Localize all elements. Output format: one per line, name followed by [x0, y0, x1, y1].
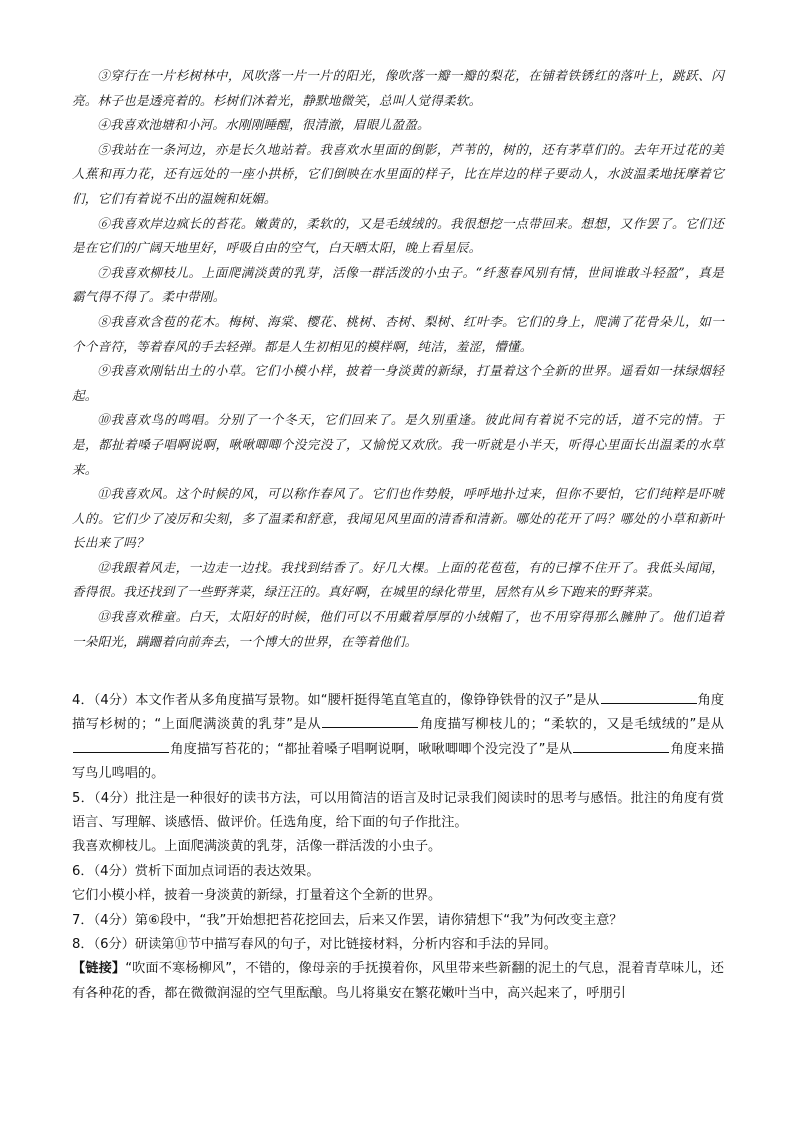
question-6-stem: 6．（4分）赏析下面加点词语的表达效果。	[72, 863, 320, 879]
question-4-text-3: 角度描写柳枝儿的；“柔软的，又是毛绒绒的”是从	[419, 717, 724, 733]
reading-passage	[72, 64, 724, 654]
passage-paragraph-10: ⑩我喜欢鸟的鸣唱。分别了一个冬天，它们回来了。是久别重逢。彼此间有着说不完的话，道不完的情。于是，都扯着嗓子唱啊说啊，啾啾唧唧个没完没了，又愉悦又欢欣。我一听就是小半天，听得心里面长出温柔的水草来。	[72, 412, 724, 477]
question-4-text-2: 角度描写杉树的；“上面爬满淡黄的乳芽”是从	[72, 693, 725, 733]
answer-blank-2[interactable]	[322, 713, 418, 728]
answer-blank-1[interactable]	[601, 689, 697, 704]
passage-paragraph-8: ⑧我喜欢含苞的花木。梅树、海棠、樱花、桃树、杏树、梨树、红叶李。它们的身上，爬满了花骨朵儿，如一个个音符，等着春风的手去轻弹。都是人生初相见的模样啊，纯洁，羞涩，懵懂。	[72, 313, 724, 354]
passage-paragraph-5: ⑤我站在一条河边，亦是长久地站着。我喜欢水里面的倒影，芦苇的，树的，还有茅草们的。去年开过花的美人蕉和再力花，还有远处的一座小拱桥，它们倒映在水里面的样子，比在岸边的样子要动人，水波温柔地抚摩着它们，它们有着说不出的温婉和妩媚。	[72, 141, 724, 206]
passage-paragraph-12: ⑫我跟着风走，一边走一边找。我找到结香了。好几大棵。上面的花苞苞，有的已撑不住开了。我低头闻闻，香得很。我还找到了一些野荠菜，绿汪汪的。真好啊，在城里的绿化带里，居然有从乡下跑来的野荠菜。	[72, 559, 724, 600]
answer-blank-3[interactable]	[73, 738, 169, 753]
answer-blank-4[interactable]	[573, 738, 669, 753]
passage-paragraph-11: ⑪我喜欢风。这个时候的风，可以称作春风了。它们也作势般，呼呼地扑过来，但你不要怕，它们纯粹是吓唬人的。它们少了凌厉和尖刻，多了温柔和舒意，我闻见风里面的清香和清新。哪处的花开了吗？哪处的小草和新叶长出来了吗？	[72, 486, 724, 551]
passage-paragraph-4: ④我喜欢池塘和小河。水刚刚睡醒，很清澈，眉眼儿盈盈。	[97, 117, 430, 133]
passage-paragraph-3: ③穿行在一片杉树林中，风吹落一片一片的阳光，像吹落一瓣一瓣的梨花，在铺着铁锈红的落叶上，跳跃、闪亮。林子也是透亮着的。杉树们沐着光，静默地微笑，总叫人觉得柔软。	[72, 68, 724, 108]
link-label: 【链接】	[72, 961, 126, 977]
question-8-stem: 8．（6分）研读第⑪节中描写春风的句子，对比链接材料，分析内容和手法的异同。	[72, 937, 557, 953]
link-text: “吹面不寒杨柳风”，不错的，像母亲的手抚摸着你，风里带来些新翻的泥土的气息，混着青草味儿，还有各种花的香，都在微微润湿的空气里酝酿。鸟儿将巢安在繁花嫩叶当中，高兴起来了，呼朋引	[72, 961, 724, 1001]
passage-paragraph-6: ⑥我喜欢岸边疯长的苔花。嫩黄的，柔软的，又是毛绒绒的。我很想挖一点带回来。想想，又作罢了。它们还是在它们的广阔天地里好，呼吸自由的空气，白天晒太阳，晚上看星辰。	[72, 215, 724, 256]
question-4-text-4: 角度描写苔花的；“都扯着嗓子唱啊说啊，啾啾唧唧个没完没了”是从	[170, 741, 573, 757]
question-7-stem: 7．（4分）第⑥段中，“我”开始想把苔花挖回去，后来又作罢，请你猜想下“我”为何改变主意？	[72, 912, 623, 928]
question-5-sentence: 我喜欢柳枝儿。上面爬满淡黄的乳芽，活像一群活泼的小虫子。	[72, 839, 442, 855]
passage-paragraph-13: ⑬我喜欢稚童。白天，太阳好的时候，他们可以不用戴着厚厚的小绒帽了，也不用穿得那么臃肿了。他们追着一朵阳光，蹒跚着向前奔去，一个博大的世界，在等着他们。	[72, 609, 724, 649]
question-4	[72, 689, 724, 787]
question-5-stem: 5．（4分）批注是一种很好的读书方法，可以用简洁的语言及时记录我们阅读时的思考与感悟。批注的角度有赏语言、写理解、谈感悟、做评价。任选角度，给下面的句子作批注。	[72, 790, 724, 831]
question-section	[72, 689, 724, 1006]
passage-paragraph-7: ⑦我喜欢柳枝儿。上面爬满淡黄的乳芽，活像一群活泼的小虫子。“纤葱春风别有情，世间谁敢斗轻盈”，真是霸气得不得了。柔中带刚。	[72, 264, 724, 305]
question-4-text-1: 4．（4分）本文作者从多角度描写景物。如“腰杆挺得笔直笔直的，像铮铮铁骨的汉子”是从	[72, 693, 600, 708]
passage-paragraph-9: ⑨我喜欢刚钻出土的小草。它们小模小样，披着一身淡黄的新绿，打量着这个全新的世界。遥看如一抹绿烟轻起。	[72, 363, 724, 403]
question-8-link	[72, 957, 724, 1006]
question-6-sentence: 它们小模小样，披着一身淡黄的新绿，打量着这个全新的世界。	[72, 888, 442, 904]
question-4-text-5: 角度来描写鸟儿鸣唱的。	[72, 741, 725, 782]
